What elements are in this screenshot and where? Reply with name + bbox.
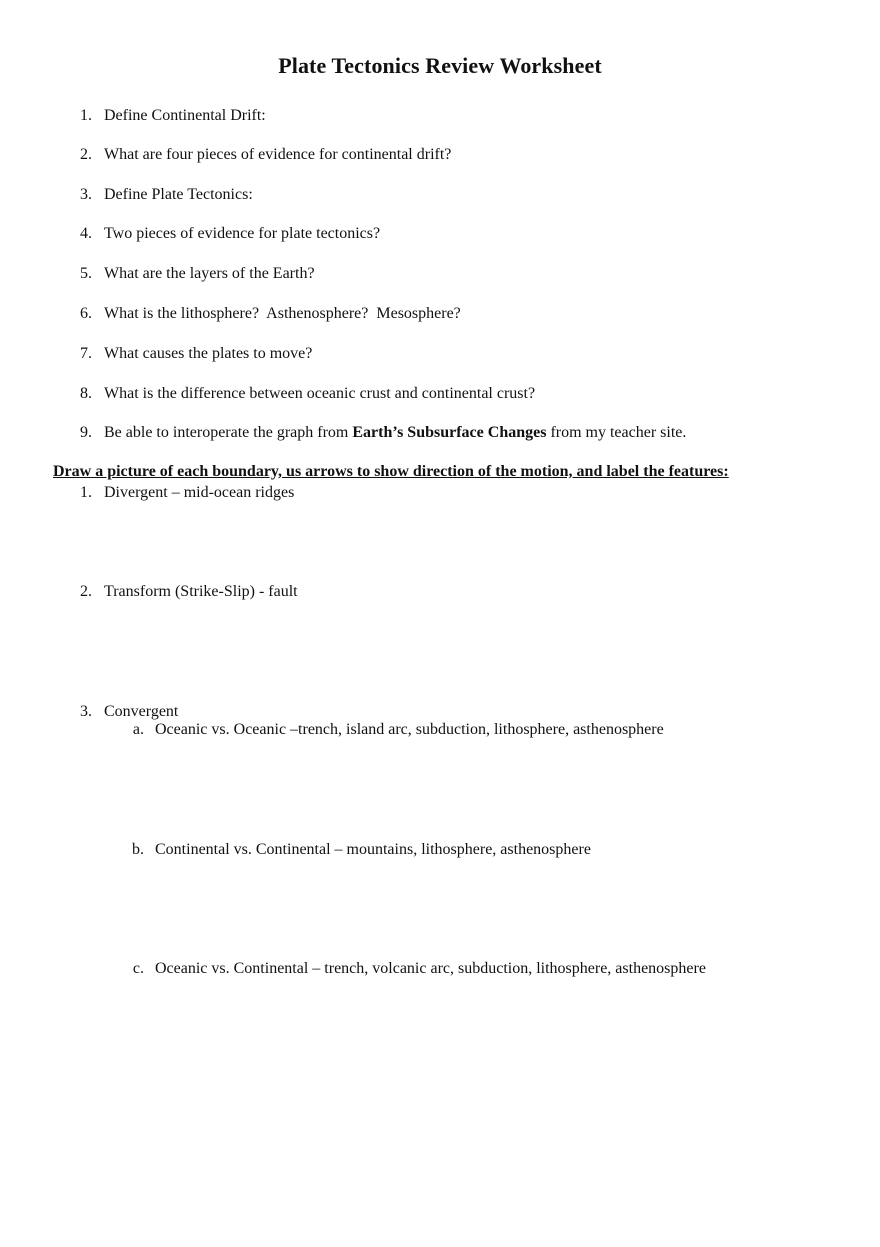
boundary-number: 1. (80, 484, 92, 501)
boundary-text: Transform (Strike-Slip) - fault (104, 583, 298, 600)
question-number: 5. (80, 265, 92, 282)
sub-item-letter: c. (132, 960, 144, 977)
question-number: 3. (80, 186, 92, 203)
question-number: 2. (80, 146, 92, 163)
question-text: Define Continental Drift: (104, 107, 266, 124)
question-number: 8. (80, 385, 92, 402)
sub-item-text: Continental vs. Continental – mountains, lithosphere, asthenosphere (155, 841, 591, 858)
question-number: 4. (80, 225, 92, 242)
question-text: Two pieces of evidence for plate tectonics? (104, 225, 381, 242)
sub-item-text: Oceanic vs. Oceanic –trench, island arc, subduction, lithosphere, asthenosphere (155, 721, 664, 738)
sub-item-letter: a. (132, 721, 144, 738)
drawing-instructions-heading: Draw a picture of each boundary, us arrows to show direction of the motion, and label the features: (53, 463, 729, 480)
boundary-text: Divergent – mid-ocean ridges (104, 484, 295, 501)
question-text (104, 423, 686, 443)
boundary-number: 3. (80, 703, 92, 720)
question-text: What are four pieces of evidence for continental drift? (104, 146, 452, 163)
question-number: 7. (80, 345, 92, 362)
question-text: What is the lithosphere? Asthenosphere? Mesosphere? (104, 305, 461, 322)
question-number: 9. (80, 424, 92, 441)
question-text: What causes the plates to move? (104, 345, 313, 362)
question-text-after: from my teacher site. (546, 424, 687, 441)
question-text: Define Plate Tectonics: (104, 186, 253, 203)
question-text-before: Be able to interoperate the graph from (104, 424, 353, 441)
question-number: 6. (80, 305, 92, 322)
boundary-text: Convergent (104, 703, 179, 720)
sub-item-text: Oceanic vs. Continental – trench, volcanic arc, subduction, lithosphere, asthenosphere (155, 960, 706, 977)
boundary-number: 2. (80, 583, 92, 600)
page-title: Plate Tectonics Review Worksheet (278, 53, 602, 78)
question-text: What is the difference between oceanic crust and continental crust? (104, 385, 536, 402)
question-number: 1. (80, 107, 92, 124)
source-title: Earth’s Subsurface Changes (352, 424, 547, 441)
question-text: What are the layers of the Earth? (104, 265, 315, 282)
sub-item-letter: b. (132, 841, 144, 858)
